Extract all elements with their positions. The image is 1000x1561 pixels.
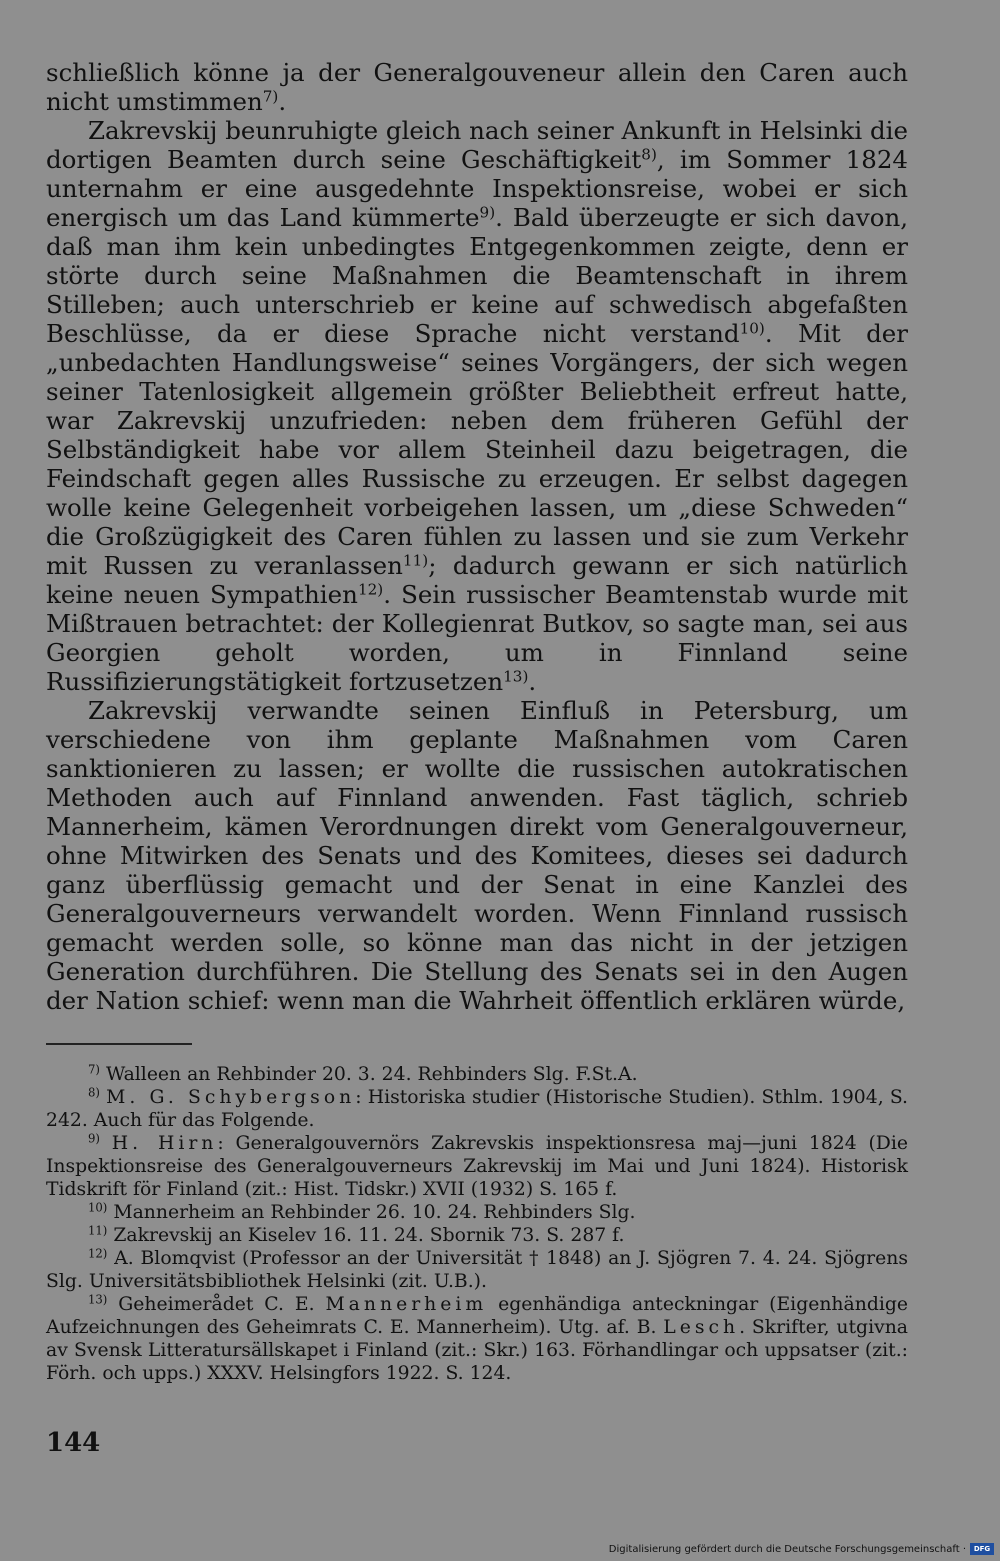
paragraph-1 <box>46 58 908 116</box>
footnote-ref-8[interactable]: 8) <box>641 145 657 164</box>
paragraph-3: Zakrevskij verwandte seinen Einfluß in Petersburg, um verschiedene von ihm geplante Maßnahmen vom Caren sanktionieren zu lassen; er wollte die russischen autokratischen Methoden auch auf Finnland anwenden. Fast täglich, schrieb Mannerheim, kämen Verordnungen direkt vom Generalgouverneur, ohne Mitwirken des Senats und des Komitees, dieses sei dadurch ganz überflüssig gemacht und der Senat in eine Kanzlei des Generalgouverneurs verwandelt worden. Wenn Finnland russisch gemacht werden solle, so könne man das nicht in der jetzigen Generation durchführen. Die Stellung des Senats sei in den Augen der Nation schief: wenn man die Wahrheit öffentlich erklären würde, <box>46 696 908 1015</box>
footnote-7 <box>46 1063 908 1086</box>
footnote-text: Mannerheim an Rehbinder 26. 10. 24. Rehbinders Slg. <box>113 1202 636 1223</box>
footnote-text: : Historiska studier (Historische Studien). Sthlm. 1904, S. 242. Auch für das Folgende. <box>46 1087 909 1131</box>
footnote-number: 12) <box>88 1246 108 1261</box>
footnote-ref-9[interactable]: 9) <box>479 203 496 222</box>
footnote-author: H. Hirn <box>111 1133 218 1154</box>
footnotes <box>46 1063 908 1385</box>
footnote-text: Zakrevskij an Kiselev 16. 11. 24. Sbornik 73. S. 287 f. <box>113 1225 625 1246</box>
page-number: 144 <box>46 1428 101 1458</box>
footnote-text: Walleen an Rehbinder 20. 3. 24. Rehbinders Slg. F.St.A. <box>105 1064 638 1085</box>
footnote-author: Lesch <box>663 1317 740 1338</box>
paragraph-text: , im Sommer 1824 unternahm er eine ausgedehnte Inspektionsreise, wobei er sich energisch um das Land kümmerte <box>46 145 908 232</box>
footnote-ref-12[interactable]: 12) <box>357 580 384 599</box>
footnote-11 <box>46 1224 908 1247</box>
paragraph-text: . <box>278 87 287 116</box>
footnote-ref-7[interactable]: 7) <box>262 87 279 106</box>
main-text <box>46 58 908 1015</box>
footnote-number: 13) <box>88 1292 108 1307</box>
footnote-13 <box>46 1293 908 1385</box>
paragraph-text: schließlich könne ja der Generalgouveneur allein den Caren auch nicht umstimmen <box>46 58 908 116</box>
footnote-10 <box>46 1201 908 1224</box>
footnote-number: 9) <box>88 1131 100 1146</box>
footnote-author: M. G. Schybergson <box>106 1087 356 1108</box>
footer-credit <box>609 1541 994 1557</box>
paragraph-text: ; dadurch gewann er sich natürlich keine neuen Sympathien <box>46 551 908 609</box>
footnote-8 <box>46 1086 908 1132</box>
footnote-number: 10) <box>88 1200 108 1215</box>
footnote-ref-13[interactable]: 13) <box>503 667 529 686</box>
footnote-ref-11[interactable]: 11) <box>402 551 429 570</box>
paragraph-text: . Mit der „unbedachten Handlungsweise“ seines Vorgängers, der sich wegen seiner Tatenlosigkeit allgemein größter Beliebtheit erfreut hatte, war Zakrevskij unzufrieden: neben dem früheren Gefühl der Selbständigkeit habe vor allem Steinheil dazu beigetragen, die Feindschaft gegen alles Russische zu erzeugen. Er selbst dagegen wolle keine Gelegenheit vorbeigehen lassen, um „diese Schweden“ die Großzügigkeit des Caren fühlen zu lassen und sie zum Verkehr mit Russen zu veranlassen <box>46 319 909 580</box>
footnote-text: A. Blomqvist (Professor an der Universität † 1848) an J. Sjögren 7. 4. 24. Sjögrens Slg. Universitätsbibliothek Helsinki (zit. U.B.). <box>46 1248 908 1292</box>
footnote-ref-10[interactable]: 10) <box>739 319 765 338</box>
footnote-text: egenhändiga anteckningar (Eigenhändige Aufzeichnungen des Geheimrats C. E. Mannerheim). Utg. af. B. <box>46 1294 908 1338</box>
footnote-author: Mannerheim <box>325 1294 488 1315</box>
paragraph-text: . Sein russischer Beamtenstab wurde mit Mißtrauen betrachtet: der Kollegienrat Butkov, so sagte man, sei aus Georgien geholt worden, um in Finnland seine Russifizierungstätigkeit fortzusetzen <box>46 580 908 696</box>
footnote-text: : Generalgouvernörs Zakrevskis inspektionsresa maj—juni 1824 (Die Inspektionsreise des Generalgouverneurs Zakrevskij im Mai und Juni 1824). Historisk Tidskrift för Finland (zit.: Hist. Tidskr.) XVII (1932) S. 165 f. <box>46 1133 908 1200</box>
paragraph-text: . Bald überzeugte er sich davon, daß man ihm kein unbedingtes Entgegenkommen zeigte, denn er störte durch seine Maßnahmen die Beamtenschaft in ihrem Stilleben; auch unterschrieb er keine auf schwedisch abgefaßten Beschlüsse, da er diese Sprache nicht verstand <box>46 203 909 348</box>
paragraph-2 <box>46 116 908 696</box>
footnote-9 <box>46 1132 908 1201</box>
footnote-12 <box>46 1247 908 1293</box>
footer-credit-text: Digitalisierung gefördert durch die Deutsche Forschungsgemeinschaft · <box>608 1543 966 1555</box>
footnote-text: . Skrifter, utgivna av Svensk Litteratursällskapet i Finland (zit.: Skr.) 163. Förhandlingar och uppsatser (zit.: Förh. och upps.) XXXV. Helsingfors 1922. S. 124. <box>46 1317 908 1384</box>
footnote-number: 7) <box>88 1062 100 1077</box>
paragraph-text: Zakrevskij beunruhigte gleich nach seiner Ankunft in Helsinki die dortigen Beamten durch seine Geschäftigkeit <box>46 116 908 174</box>
footnote-text: Geheimerådet C. E. <box>118 1294 326 1315</box>
footnote-number: 11) <box>88 1223 108 1238</box>
footnote-divider <box>46 1043 192 1045</box>
paragraph-text: . <box>528 667 537 696</box>
dfg-logo-icon: DFG <box>970 1543 994 1555</box>
footnote-number: 8) <box>88 1085 100 1100</box>
